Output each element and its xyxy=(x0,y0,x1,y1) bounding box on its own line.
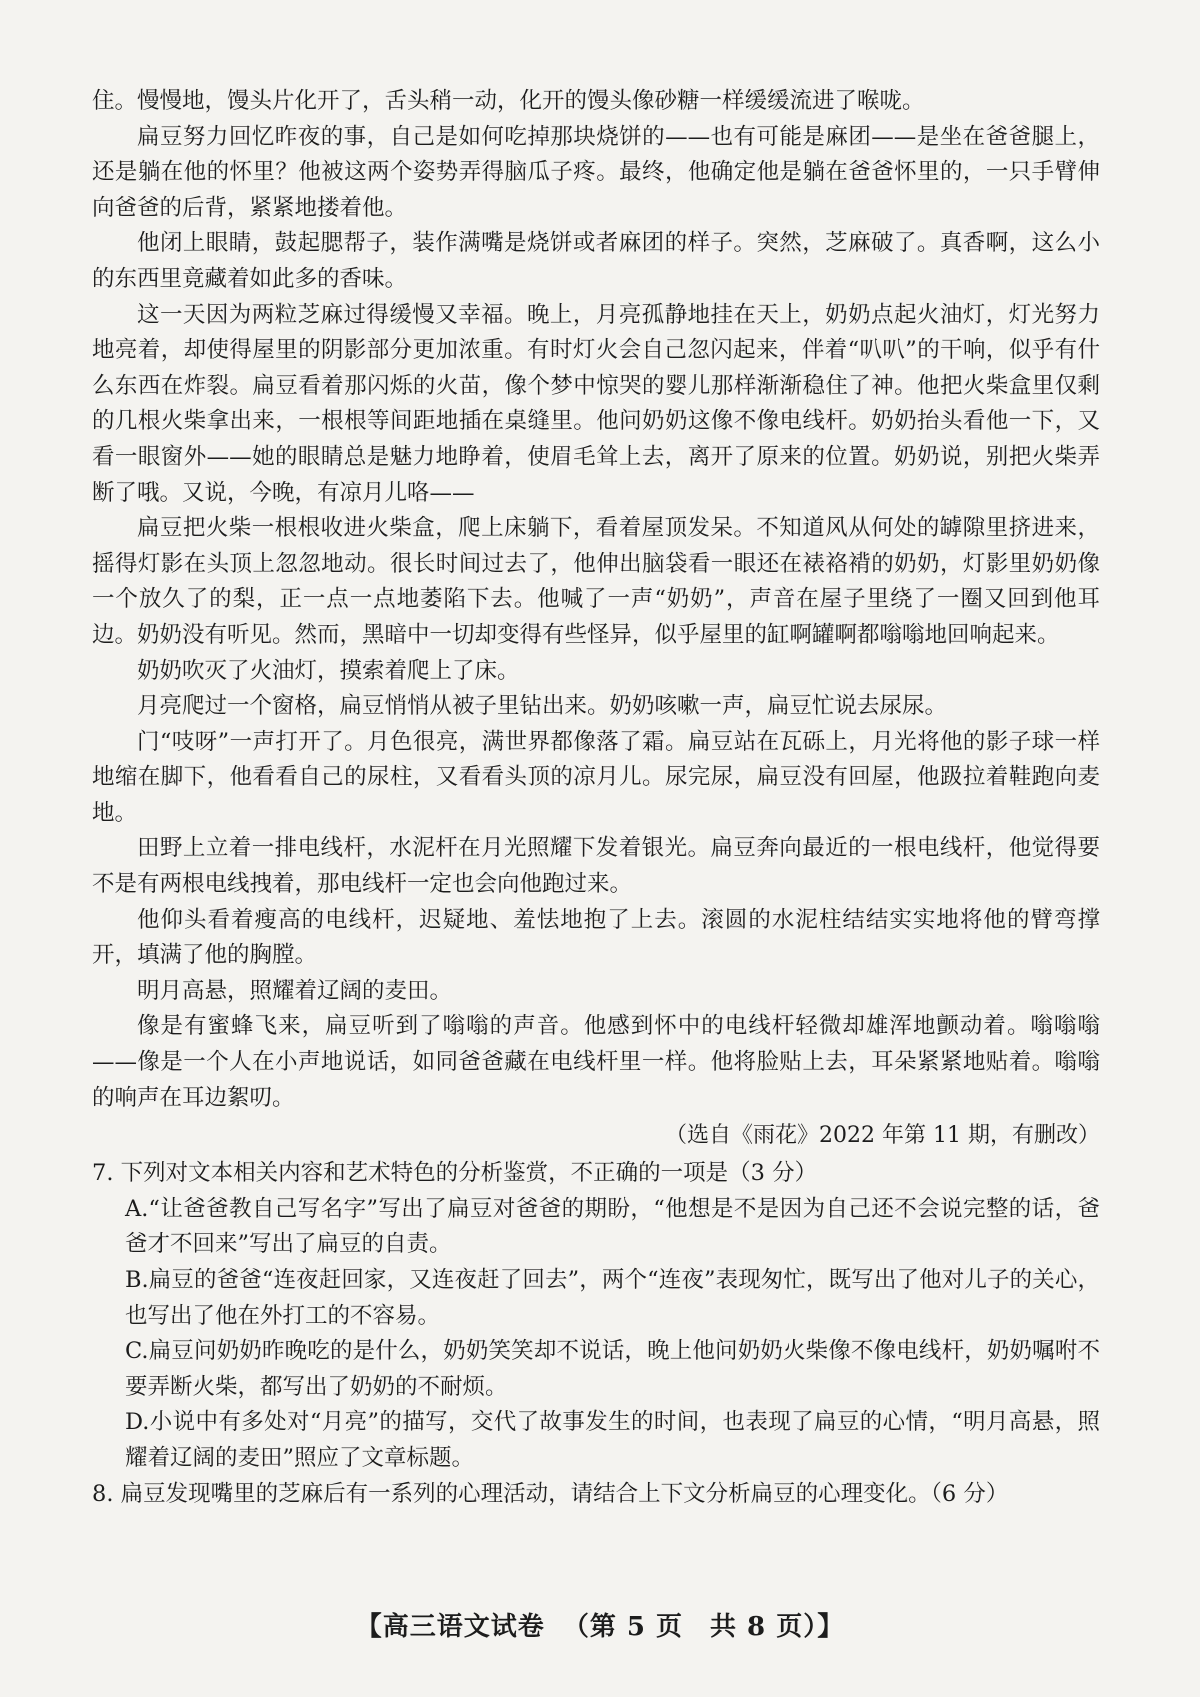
passage-paragraph: 像是有蜜蜂飞来，扁豆听到了嗡嗡的声音。他感到怀中的电线杆轻微却雄浑地颤动着。嗡嗡嗡——像是一个人在小声地说话，如同爸爸藏在电线杆里一样。他将脸贴上去，耳朵紧紧地贴着。嗡嗡的响声在耳边絮叨。 xyxy=(92,1013,1100,1111)
passage-paragraph: 扁豆努力回忆昨夜的事，自己是如何吃掉那块烧饼的——也有可能是麻团——是坐在爸爸腿上，还是躺在他的怀里？他被这两个姿势弄得脑瓜子疼。最终，他确定他是躺在爸爸怀里的，一只手臂伸向爸爸的后背，紧紧地搂着他。 xyxy=(92,123,1100,221)
passage-paragraph: 住。慢慢地，馒头片化开了，舌头稍一动，化开的馒头像砂糖一样缓缓流进了喉咙。 xyxy=(92,88,925,114)
option-label: C. xyxy=(125,1338,149,1365)
passage-paragraph: 门“吱呀”一声打开了。月色很亮，满世界都像落了霜。扁豆站在瓦砾上，月光将他的影子球一样地缩在脚下，他看看自己的尿柱，又看看头顶的凉月儿。尿完尿，扁豆没有回屋，他趿拉着鞋跑向麦地。 xyxy=(92,728,1100,826)
footer-open-bracket: 【 xyxy=(355,1612,383,1642)
option-text: 小说中有多处对“月亮”的描写，交代了故事发生的时间，也表现了扁豆的心情，“明月高悬，照耀着辽阔的麦田”照应了文章标题。 xyxy=(125,1409,1100,1471)
question-8 xyxy=(92,1477,1100,1513)
question-7-stem: 7. 下列对文本相关内容和艺术特色的分析鉴赏，不正确的一项是（3 分） xyxy=(92,1160,818,1187)
passage-paragraph: 扁豆把火柴一根根收进火柴盒，爬上床躺下，看着屋顶发呆。不知道风从何处的罅隙里挤进来，摇得灯影在头顶上忽忽地动。很长时间过去了，他伸出脑袋看一眼还在裱袼褙的奶奶，灯影里奶奶像一个放久了的梨，正一点一点地萎陷下去。他喊了一声“奶奶”，声音在屋子里绕了一圈又回到他耳边。奶奶没有听见。然而，黑暗中一切却变得有些怪异，似乎屋里的缸啊罐啊都嗡嗡地回响起来。 xyxy=(92,515,1100,648)
page-footer xyxy=(0,1606,1200,1643)
question-7-option-c xyxy=(125,1334,1100,1405)
option-text: 扁豆问奶奶昨晚吃的是什么，奶奶笑笑却不说话，晚上他问奶奶火柴像不像电线杆，奶奶嘱咐不要弄断火柴，都写出了奶奶的不耐烦。 xyxy=(125,1338,1100,1400)
passage-paragraph: 月亮爬过一个窗格，扁豆悄悄从被子里钻出来。奶奶咳嗽一声，扁豆忙说去尿尿。 xyxy=(137,693,948,720)
footer-close-bracket: 】 xyxy=(817,1612,845,1642)
reading-passage xyxy=(92,84,1100,1154)
option-label: B. xyxy=(125,1267,149,1293)
question-7-option-b xyxy=(125,1263,1100,1334)
footer-page-info: （第 5 页 共 8 页） xyxy=(562,1612,818,1642)
question-8-stem: 8. 扁豆发现嘴里的芝麻后有一系列的心理活动，请结合上下文分析扁豆的心理变化。（6 分） xyxy=(92,1480,1009,1507)
option-text: 扁豆的爸爸“连夜赶回家，又连夜赶了回去”，两个“连夜”表现匆忙，既写出了他对儿子的关心，也写出了他在外打工的不容易。 xyxy=(125,1267,1100,1329)
passage-paragraph: 奶奶吹灭了火油灯，摸索着爬上了床。 xyxy=(137,657,520,684)
option-text: “让爸爸教自己写名字”写出了扁豆对爸爸的期盼，“他想是不是因为自己还不会说完整的话，爸爸才不回来”写出了扁豆的自责。 xyxy=(125,1195,1100,1258)
passage-paragraph: 他仰头看着瘦高的电线杆，迟疑地、羞怯地抱了上去。滚圆的水泥柱结结实实地将他的臂弯撑开，填满了他的胸膛。 xyxy=(92,906,1100,969)
footer-title: 高三语文试卷 xyxy=(382,1612,545,1642)
option-label: A. xyxy=(125,1195,149,1222)
question-7-option-a xyxy=(125,1192,1100,1263)
passage-paragraph: 他闭上眼睛，鼓起腮帮子，装作满嘴是烧饼或者麻团的样子。突然，芝麻破了。真香啊，这么小的东西里竟藏着如此多的香味。 xyxy=(92,230,1100,292)
question-7-option-d xyxy=(125,1405,1100,1476)
option-label: D. xyxy=(125,1409,150,1436)
passage-paragraph: 这一天因为两粒芝麻过得缓慢又幸福。晚上，月亮孤静地挂在天上，奶奶点起火油灯，灯光努力地亮着，却使得屋里的阴影部分更加浓重。有时灯火会自己忽闪起来，伴着“叭叭”的干响，似乎有什么东西在炸裂。扁豆看着那闪烁的火苗，像个梦中惊哭的婴儿那样渐渐稳住了神。他把火柴盒里仅剩的几根火柴拿出来，一根根等间距地插在桌缝里。他问奶奶这像不像电线杆。奶奶抬头看他一下，又看一眼窗外——她的眼睛总是魅力地睁着，使眉毛耸上去，离开了原来的位置。奶奶说，别把火柴弄断了哦。又说，今晚，有凉月儿咯—— xyxy=(92,301,1100,506)
passage-paragraph: 田野上立着一排电线杆，水泥杆在月光照耀下发着银光。扁豆奔向最近的一根电线杆，他觉得要不是有两根电线拽着，那电线杆一定也会向他跑过来。 xyxy=(92,835,1100,898)
passage-paragraph: 明月高悬，照耀着辽阔的麦田。 xyxy=(137,977,453,1004)
passage-source: （选自《雨花》2022 年第 11 期，有删改） xyxy=(665,1123,1100,1149)
question-7 xyxy=(92,1156,1100,1476)
